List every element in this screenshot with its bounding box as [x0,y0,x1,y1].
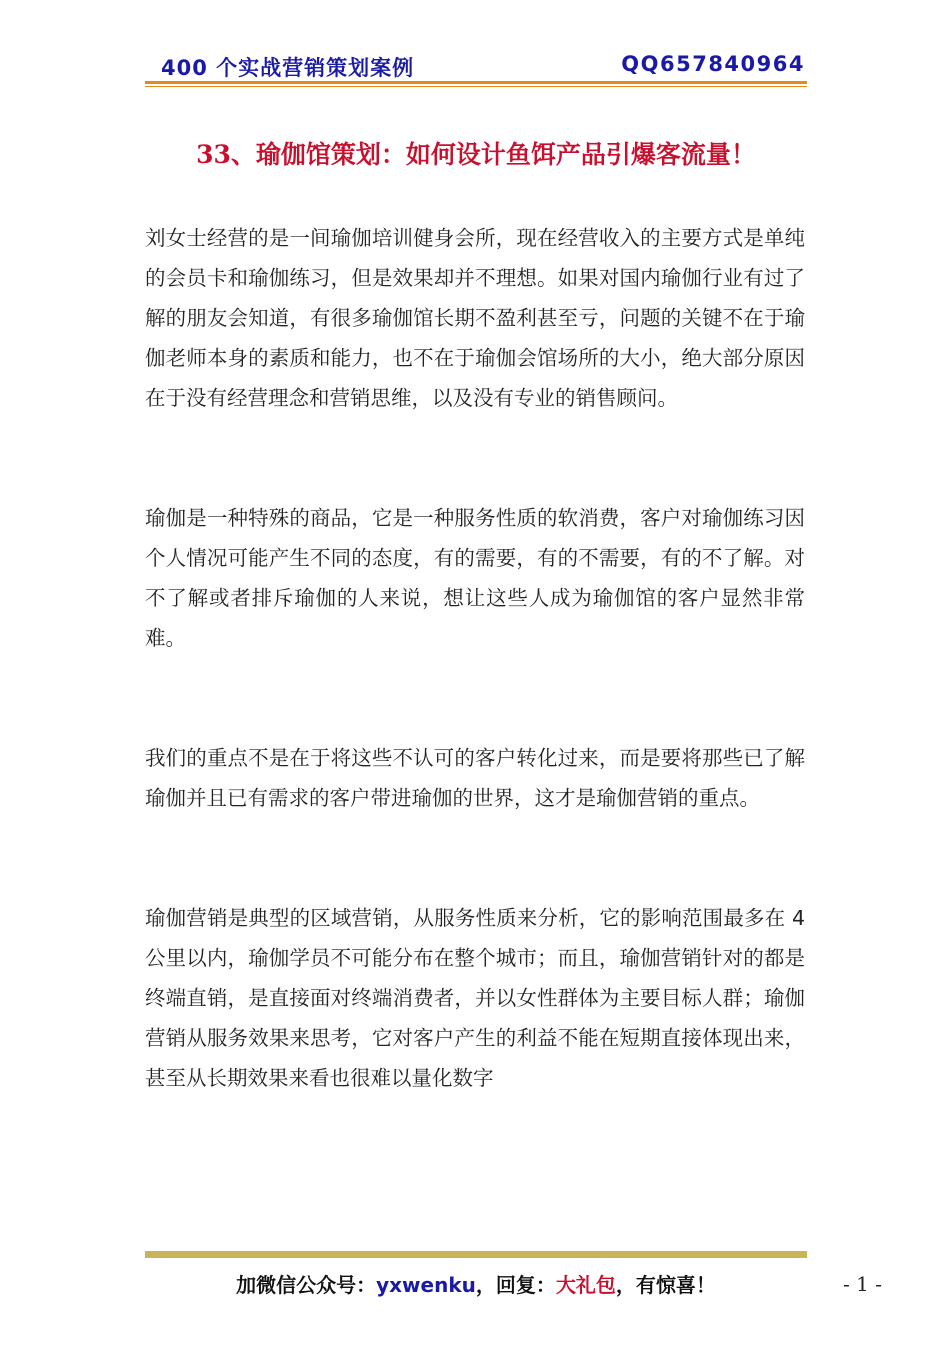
document-title: 33、瑜伽馆策划：如何设计鱼饵产品引爆客流量！ [196,140,756,169]
paragraph-1: 刘女士经营的是一间瑜伽培训健身会所，现在经营收入的主要方式是单纯的会员卡和瑜伽练习，但是效果却并不理想。如果对国内瑜伽行业有过了解的朋友会知道，有很多瑜伽馆长期不盈利甚至亏，问题的关键不在于瑜伽老师本身的素质和能力，也不在于瑜伽会馆场所的大小，绝大部分原因在于没有经营理念和营销思维，以及没有专业的销售顾问。 [145,226,805,410]
paragraph-2: 瑜伽是一种特殊的商品，它是一种服务性质的软消费，客户对瑜伽练习因个人情况可能产生不同的态度，有的需要，有的不需要，有的不了解。对不了解或者排斥瑜伽的人来说，想让这些人成为瑜伽馆的客户显然非常难。 [145,506,805,650]
paragraph-4: 瑜伽营销是典型的区域营销，从服务性质来分析，它的影响范围最多在 4 公里以内，瑜伽学员不可能分布在整个城市；而且，瑜伽营销针对的都是终端直销，是直接面对终端消费者，并以女性群体为主要目标人群；瑜伽营销从服务效果来思考，它对客户产生的利益不能在短期直接体现出来，甚至从长期效果来看也很难以量化数字 [145,906,805,1090]
page-number: - 1 - [843,1272,882,1296]
header-left-text: 400 个实战营销策划案例 [161,56,415,80]
footer-suffix: ，有惊喜！ [615,1273,716,1297]
footer-keyword: 大礼包 [555,1273,616,1297]
page-footer [145,1269,807,1298]
header-right-text: QQ657840964 [621,52,805,76]
document-body [145,218,805,1098]
footer-middle: ，回复： [475,1273,556,1297]
footer-divider [145,1251,807,1258]
header-divider-thin [145,86,807,87]
footer-prefix: 加微信公众号： [236,1273,377,1297]
page-header [145,48,807,88]
footer-account: yxwenku [376,1273,476,1297]
header-divider [145,81,807,84]
paragraph-3: 我们的重点不是在于将这些不认可的客户转化过来，而是要将那些已了解瑜伽并且已有需求的客户带进瑜伽的世界，这才是瑜伽营销的重点。 [145,746,805,810]
